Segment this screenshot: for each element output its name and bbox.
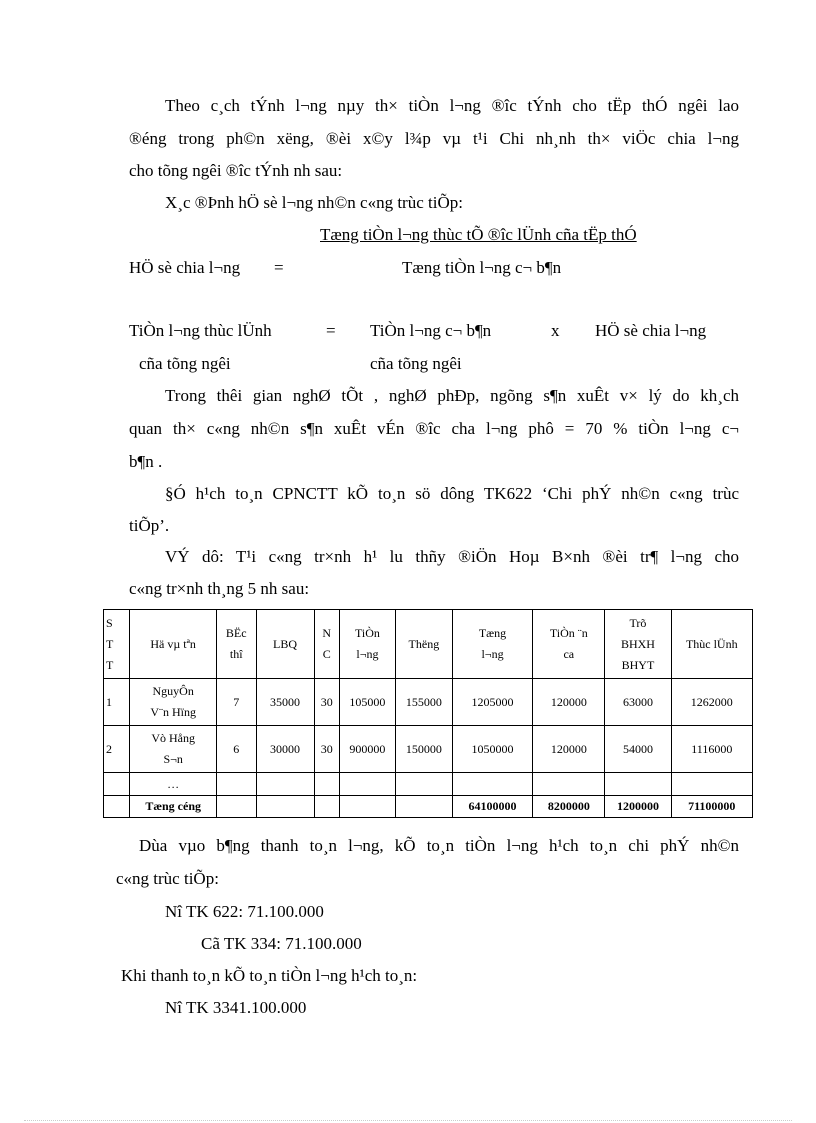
- cell-grade: 6: [216, 726, 256, 773]
- payroll-table: [103, 609, 753, 818]
- header-total: Tæng l¬ng: [452, 610, 532, 679]
- formula-1-lhs: HÖ sè chia l¬ng: [129, 258, 241, 277]
- cell-deduct: 54000: [605, 726, 671, 773]
- formula-2-times: x: [551, 321, 560, 340]
- cell-stt: 1: [104, 679, 130, 726]
- cell-name: NguyÔn V¨n Hïng: [130, 679, 216, 726]
- header-name: Hä vµ tªn: [130, 610, 216, 679]
- para-5-line-2: c«ng tr×nh th¸ng 5 nh sau:: [129, 579, 310, 598]
- journal-debit-3341: Nî TK 3341.100.000: [165, 998, 307, 1017]
- para-3-line-1: Trong thêi gian nghØ tÕt , nghØ phÐp, ngõng s¶n xuÊt v× lý do kh¸ch: [165, 386, 739, 405]
- cell-name: Vò Hång S¬n: [130, 726, 216, 773]
- total-deduct: 1200000: [605, 796, 671, 818]
- journal-credit-334: Cã TK 334: 71.100.000: [201, 934, 362, 953]
- cell-ellipsis: …: [130, 773, 216, 796]
- cell-wage: 105000: [339, 679, 395, 726]
- table-header-row: [104, 610, 753, 679]
- formula-1-numerator: Tæng tiÒn l¬ng thùc tÕ ®îc lÜnh cña tËp thÓ: [320, 225, 637, 244]
- formula-2-mid-line-1: TiÒn l¬ng c¬ b¶n: [370, 321, 492, 340]
- header-meal: TiÒn ¨n ca: [533, 610, 605, 679]
- para-1-line-3: cho tõng ngêi ®îc tÝnh nh sau:: [129, 161, 343, 180]
- header-nc: N C: [314, 610, 339, 679]
- para-6-line-2: c«ng trùc tiÕp:: [116, 869, 219, 888]
- cell-total: 1205000: [452, 679, 532, 726]
- formula-2-rhs: HÖ sè chia l¬ng: [595, 321, 707, 340]
- cell-grade: 7: [216, 679, 256, 726]
- cell-meal: 120000: [533, 679, 605, 726]
- formula-2-lhs-line-2: cña tõng ngêi: [139, 354, 231, 373]
- header-net: Thùc lÜnh: [671, 610, 752, 679]
- para-1-line-1: Theo c¸ch tÝnh l¬ng nµy th× tiÒn l¬ng ®îc tÝnh cho tËp thÓ ngêi lao: [165, 96, 739, 115]
- cell-lbq: 35000: [256, 679, 314, 726]
- para-3-line-2: quan th× c«ng nh©n s¶n xuÊt vÉn ®îc cha l¬ng phô = 70 % tiÒn l¬ng c¬: [129, 419, 739, 438]
- total-label: Tæng céng: [130, 796, 216, 818]
- cell-stt: 2: [104, 726, 130, 773]
- total-sum: 64100000: [452, 796, 532, 818]
- cell-lbq: 30000: [256, 726, 314, 773]
- header-wage: TiÒn l¬ng: [339, 610, 395, 679]
- journal-debit-622: Nî TK 622: 71.100.000: [165, 902, 324, 921]
- para-4-line-1: §Ó h¹ch to¸n CPNCTT kÕ to¸n sö dông TK622 ‘Chi phÝ nh©n c«ng trùc: [165, 484, 739, 503]
- header-grade: BËc thî: [216, 610, 256, 679]
- table-row-ellipsis: [104, 773, 753, 796]
- para-4-line-2: tiÕp’.: [129, 516, 170, 535]
- formula-1-equals: =: [274, 258, 284, 277]
- table-total-row: [104, 796, 753, 818]
- cell-bonus: 155000: [395, 679, 452, 726]
- cell-deduct: 63000: [605, 679, 671, 726]
- para-6-line-1: Dùa vµo b¶ng thanh to¸n l¬ng, kÕ to¸n tiÒn l¬ng h¹ch to¸n chi phÝ nh©n: [139, 836, 739, 855]
- table-row: [104, 679, 753, 726]
- cell-total: 1050000: [452, 726, 532, 773]
- header-deduct: Trõ BHXH BHYT: [605, 610, 671, 679]
- cell-wage: 900000: [339, 726, 395, 773]
- header-bonus: Thëng: [395, 610, 452, 679]
- formula-1-denominator: Tæng tiÒn l¬ng c¬ b¶n: [402, 258, 562, 277]
- header-lbq: LBQ: [256, 610, 314, 679]
- table-row: [104, 726, 753, 773]
- header-stt: S T T: [104, 610, 130, 679]
- cell-meal: 120000: [533, 726, 605, 773]
- para-7: Khi thanh to¸n kÕ to¸n tiÒn l¬ng h¹ch to¸n:: [121, 966, 418, 985]
- cell-net: 1262000: [671, 679, 752, 726]
- cell-bonus: 150000: [395, 726, 452, 773]
- cell-net: 1116000: [671, 726, 752, 773]
- formula-2-mid-line-2: cña tõng ngêi: [370, 354, 462, 373]
- para-1-line-2: ®éng trong ph©n xëng, ®èi x©y l¾p vµ t¹i Chi nh¸nh th× viÖc chia l¬ng: [129, 129, 739, 148]
- total-meal: 8200000: [533, 796, 605, 818]
- cell-nc: 30: [314, 679, 339, 726]
- para-3-line-3: b¶n .: [129, 452, 163, 471]
- page-bottom-divider: [24, 1120, 792, 1121]
- formula-2-equals: =: [326, 321, 336, 340]
- para-2: X¸c ®Þnh hÖ sè l¬ng nh©n c«ng trùc tiÕp:: [165, 193, 463, 212]
- cell-nc: 30: [314, 726, 339, 773]
- para-5-line-1: VÝ dô: T¹i c«ng tr×nh h¹ lu thñy ®iÖn Hoµ B×nh ®èi tr¶ l¬ng cho: [165, 547, 739, 566]
- total-net: 71100000: [671, 796, 752, 818]
- formula-2-lhs-line-1: TiÒn l¬ng thùc lÜnh: [129, 321, 272, 340]
